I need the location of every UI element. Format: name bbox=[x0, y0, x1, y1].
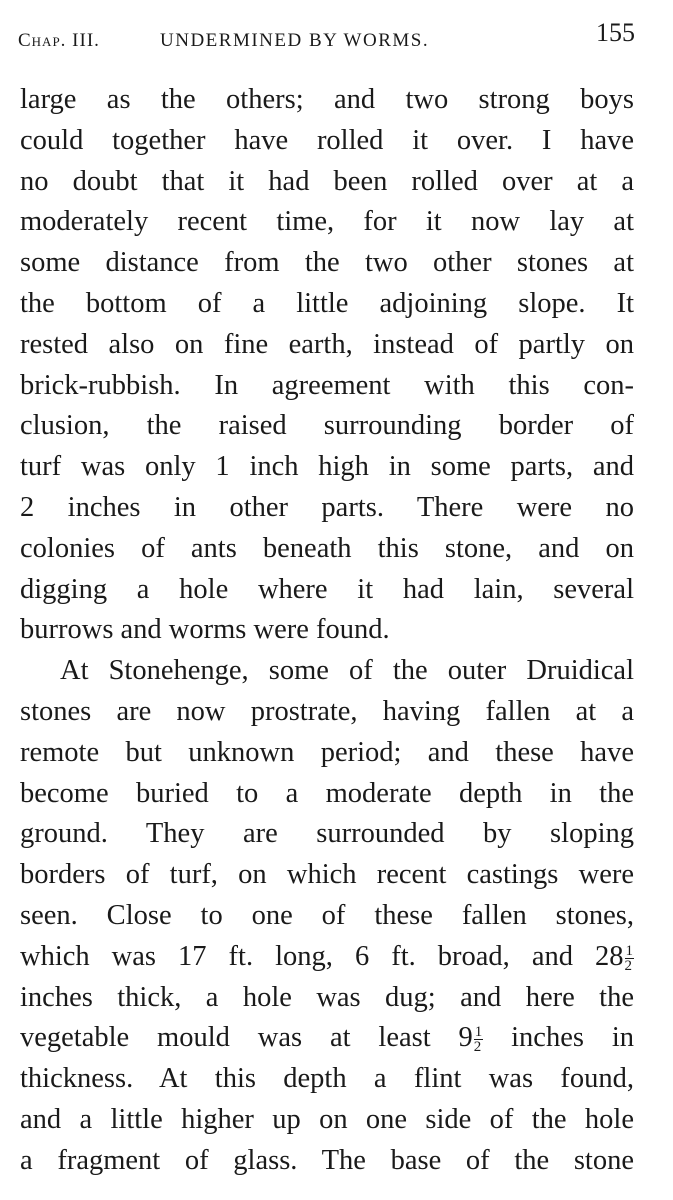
text-line: thickness. At this depth a flint was found, bbox=[20, 1063, 634, 1095]
text-line: brick-rubbish. In agreement with this con- bbox=[20, 369, 634, 401]
text-line: rested also on fine earth, instead of partly on bbox=[20, 328, 634, 360]
text-line: stones are now prostrate, having fallen at a bbox=[20, 695, 634, 727]
text-line: some distance from the two other stones at bbox=[20, 247, 634, 279]
text-line: clusion, the raised surrounding border of bbox=[20, 410, 634, 442]
text-line: borders of turf, on which recent castings were bbox=[20, 859, 634, 891]
text-line: ground. They are surrounded by sloping bbox=[20, 818, 634, 850]
chapter-label: Chap. III. bbox=[18, 30, 100, 51]
text-line: become buried to a moderate depth in the bbox=[20, 777, 634, 809]
fraction-denominator: 2 bbox=[473, 1039, 482, 1056]
text-line-part: inches in bbox=[483, 1022, 634, 1054]
text-line: the bottom of a little adjoining slope. It bbox=[20, 287, 634, 319]
text-line: and a little higher up on one side of the hole bbox=[20, 1103, 634, 1135]
text-line-part: which was 17 ft. long, 6 ft. broad, and 28 bbox=[20, 940, 624, 972]
text-line: large as the others; and two strong boys bbox=[20, 84, 634, 115]
text-line: a fragment of glass. The base of the stone bbox=[20, 1144, 634, 1176]
running-header bbox=[18, 14, 635, 54]
running-title: UNDERMINED BY WORMS. bbox=[160, 30, 430, 51]
fraction-numerator: 1 bbox=[625, 942, 633, 959]
fraction-numerator: 1 bbox=[474, 1024, 483, 1041]
text-line: turf was only 1 inch high in some parts, and bbox=[20, 451, 634, 483]
fraction-denominator: 2 bbox=[624, 957, 632, 974]
text-line-part: vegetable mould was at least 9 bbox=[20, 1022, 473, 1054]
text-line: no doubt that it had been rolled over at a bbox=[20, 165, 634, 197]
text-line: 2 inches in other parts. There were no bbox=[20, 491, 634, 523]
text-line: could together have rolled it over. I have bbox=[20, 124, 634, 156]
text-line: burrows and worms were found. bbox=[20, 614, 390, 646]
text-line: remote but unknown period; and these have bbox=[20, 736, 634, 768]
text-line: colonies of ants beneath this stone, and on bbox=[20, 532, 634, 564]
fraction-half bbox=[474, 1025, 484, 1054]
text-line: At Stonehenge, some of the outer Druidical bbox=[60, 655, 634, 687]
text-line: seen. Close to one of these fallen stones, bbox=[20, 899, 634, 931]
text-line bbox=[20, 1018, 634, 1059]
text-line: moderately recent time, for it now lay at bbox=[20, 206, 634, 238]
text-line: digging a hole where it had lain, several bbox=[20, 573, 634, 605]
body-text bbox=[20, 80, 634, 1182]
page-number: 155 bbox=[596, 18, 635, 47]
fraction-half bbox=[625, 944, 635, 973]
text-line bbox=[20, 937, 634, 978]
text-line: inches thick, a hole was dug; and here the bbox=[20, 981, 634, 1013]
